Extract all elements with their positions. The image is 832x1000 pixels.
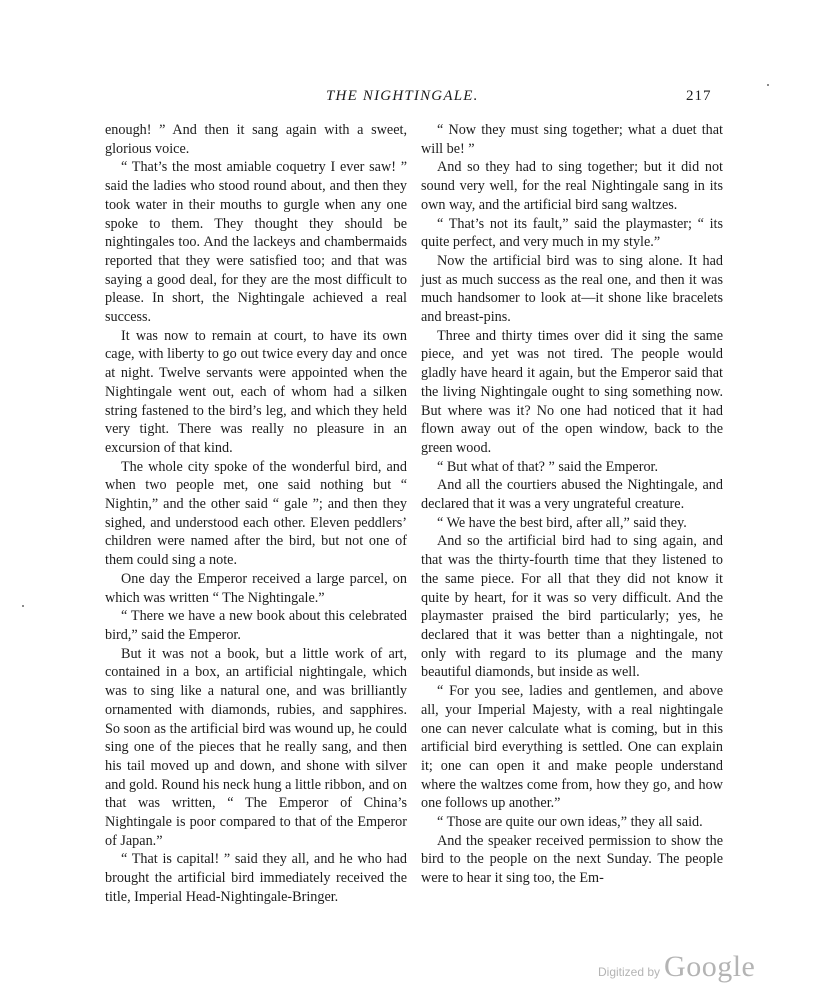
scan-speck xyxy=(22,605,24,607)
right-column xyxy=(421,121,723,888)
paragraph: “ But what of that? ” said the Emperor. xyxy=(437,458,659,475)
paragraph: “ That is capital! ” said they all, and he who had brought the artificial bird immediately received the title, Imperial Head-Nightingale-Bringer. xyxy=(105,851,407,905)
paragraph: “ There we have a new book about this celebrated bird,” said the Emperor. xyxy=(105,608,407,643)
paragraph: And so the artificial bird had to sing again, and that was the thirty-fourth time that they listened to the same piece. For all that they did not know it quite by heart, for it was so very difficult. And the playmaster praised the bird particularly; yes, he declared that it was better than a nightingale, not only with regard to its plumage and the many beautiful diamonds, but inside as well. xyxy=(421,533,723,681)
paragraph: enough! ” And then it sang again with a sweet, glorious voice. xyxy=(105,122,407,157)
paragraph: “ We have the best bird, after all,” said they. xyxy=(437,514,687,531)
digitized-watermark xyxy=(598,950,755,984)
paragraph: It was now to remain at court, to have its own cage, with liberty to go out twice every day and once at night. Twelve servants were appointed when the Nightingale went out, each of whom had a silken string fastened to the bird’s leg, and which they held very tight. There was really no pleasure in an excursion of that kind. xyxy=(105,327,407,456)
paragraph: “ Now they must sing together; what a duet that will be! ” xyxy=(421,122,723,157)
paragraph: But it was not a book, but a little work of art, contained in a box, an artificial nightingale, which was to sing like a natural one, and was brilliantly ornamented with diamonds, rubies, and sapphires. So soon as the artificial bird was wound up, he could sing one of the pieces that he really sang, and then his tail moved up and down, and shone with silver and gold. Round his neck hung a little ribbon, and on that was written, “ The Emperor of China’s Nightingale is poor compared to that of the Emperor of Japan.” xyxy=(105,645,407,849)
watermark-prefix: Digitized by xyxy=(598,965,661,979)
paragraph: “ For you see, ladies and gentlemen, and above all, your Imperial Majesty, with a real nightingale one can never calculate what is coming, but in this artificial bird everything is settled. One can explain it; one can open it and make people understand where the waltzes come from, how they go, and how one follows up another.” xyxy=(421,683,723,812)
paragraph: And all the courtiers abused the Nightingale, and declared that it was a very ungrateful creature. xyxy=(421,477,723,513)
scan-speck xyxy=(767,84,769,86)
google-logo: Google xyxy=(664,950,756,983)
paragraph: Three and thirty times over did it sing the same piece, and yet was not tired. The people would gladly have heard it again, but the Emperor said that the living Nightingale ought to sing something now. But where was it? No one had noticed that it had flown away out of the open window, back to the green wood. xyxy=(421,327,723,456)
paragraph: One day the Emperor received a large parcel, on which was written “ The Nightingale.” xyxy=(105,570,407,606)
page-number: 217 xyxy=(686,88,712,104)
left-column xyxy=(105,121,407,907)
paragraph: And so they had to sing together; but it did not sound very well, for the real Nightingale sang in its own way, and the artificial bird sang waltzes. xyxy=(421,159,723,213)
paragraph: And the speaker received permission to show the bird to the people on the next Sunday. The people were to hear it sing too, the Em- xyxy=(421,832,723,887)
running-head: THE NIGHTINGALE. xyxy=(326,88,479,104)
paragraph: “ That’s the most amiable coquetry I ever saw! ” said the ladies who stood round about, and then they took water in their mouths to gurgle when any one spoke to them. They thought they should be nightingales too. And the lackeys and chambermaids reported that they were satisfied too; and that was saying a good deal, for they are the most difficult to please. In short, the Nightingale achieved a real success. xyxy=(105,159,407,326)
paragraph: “ That’s not its fault,” said the playmaster; “ its quite perfect, and very much in my style.” xyxy=(421,215,723,251)
paragraph: Now the artificial bird was to sing alone. It had just as much success as the real one, and then it was much handsomer to look at—it shone like bracelets and breast-pins. xyxy=(421,252,723,326)
paragraph: The whole city spoke of the wonderful bird, and when two people met, one said nothing but “ Nightin,” and the other said “ gale ”; and then they sighed, and understood each other. Eleven peddlers’ children were named after the bird, but not one of them could sing a note. xyxy=(105,458,407,569)
paragraph: “ Those are quite our own ideas,” they all said. xyxy=(437,814,703,831)
